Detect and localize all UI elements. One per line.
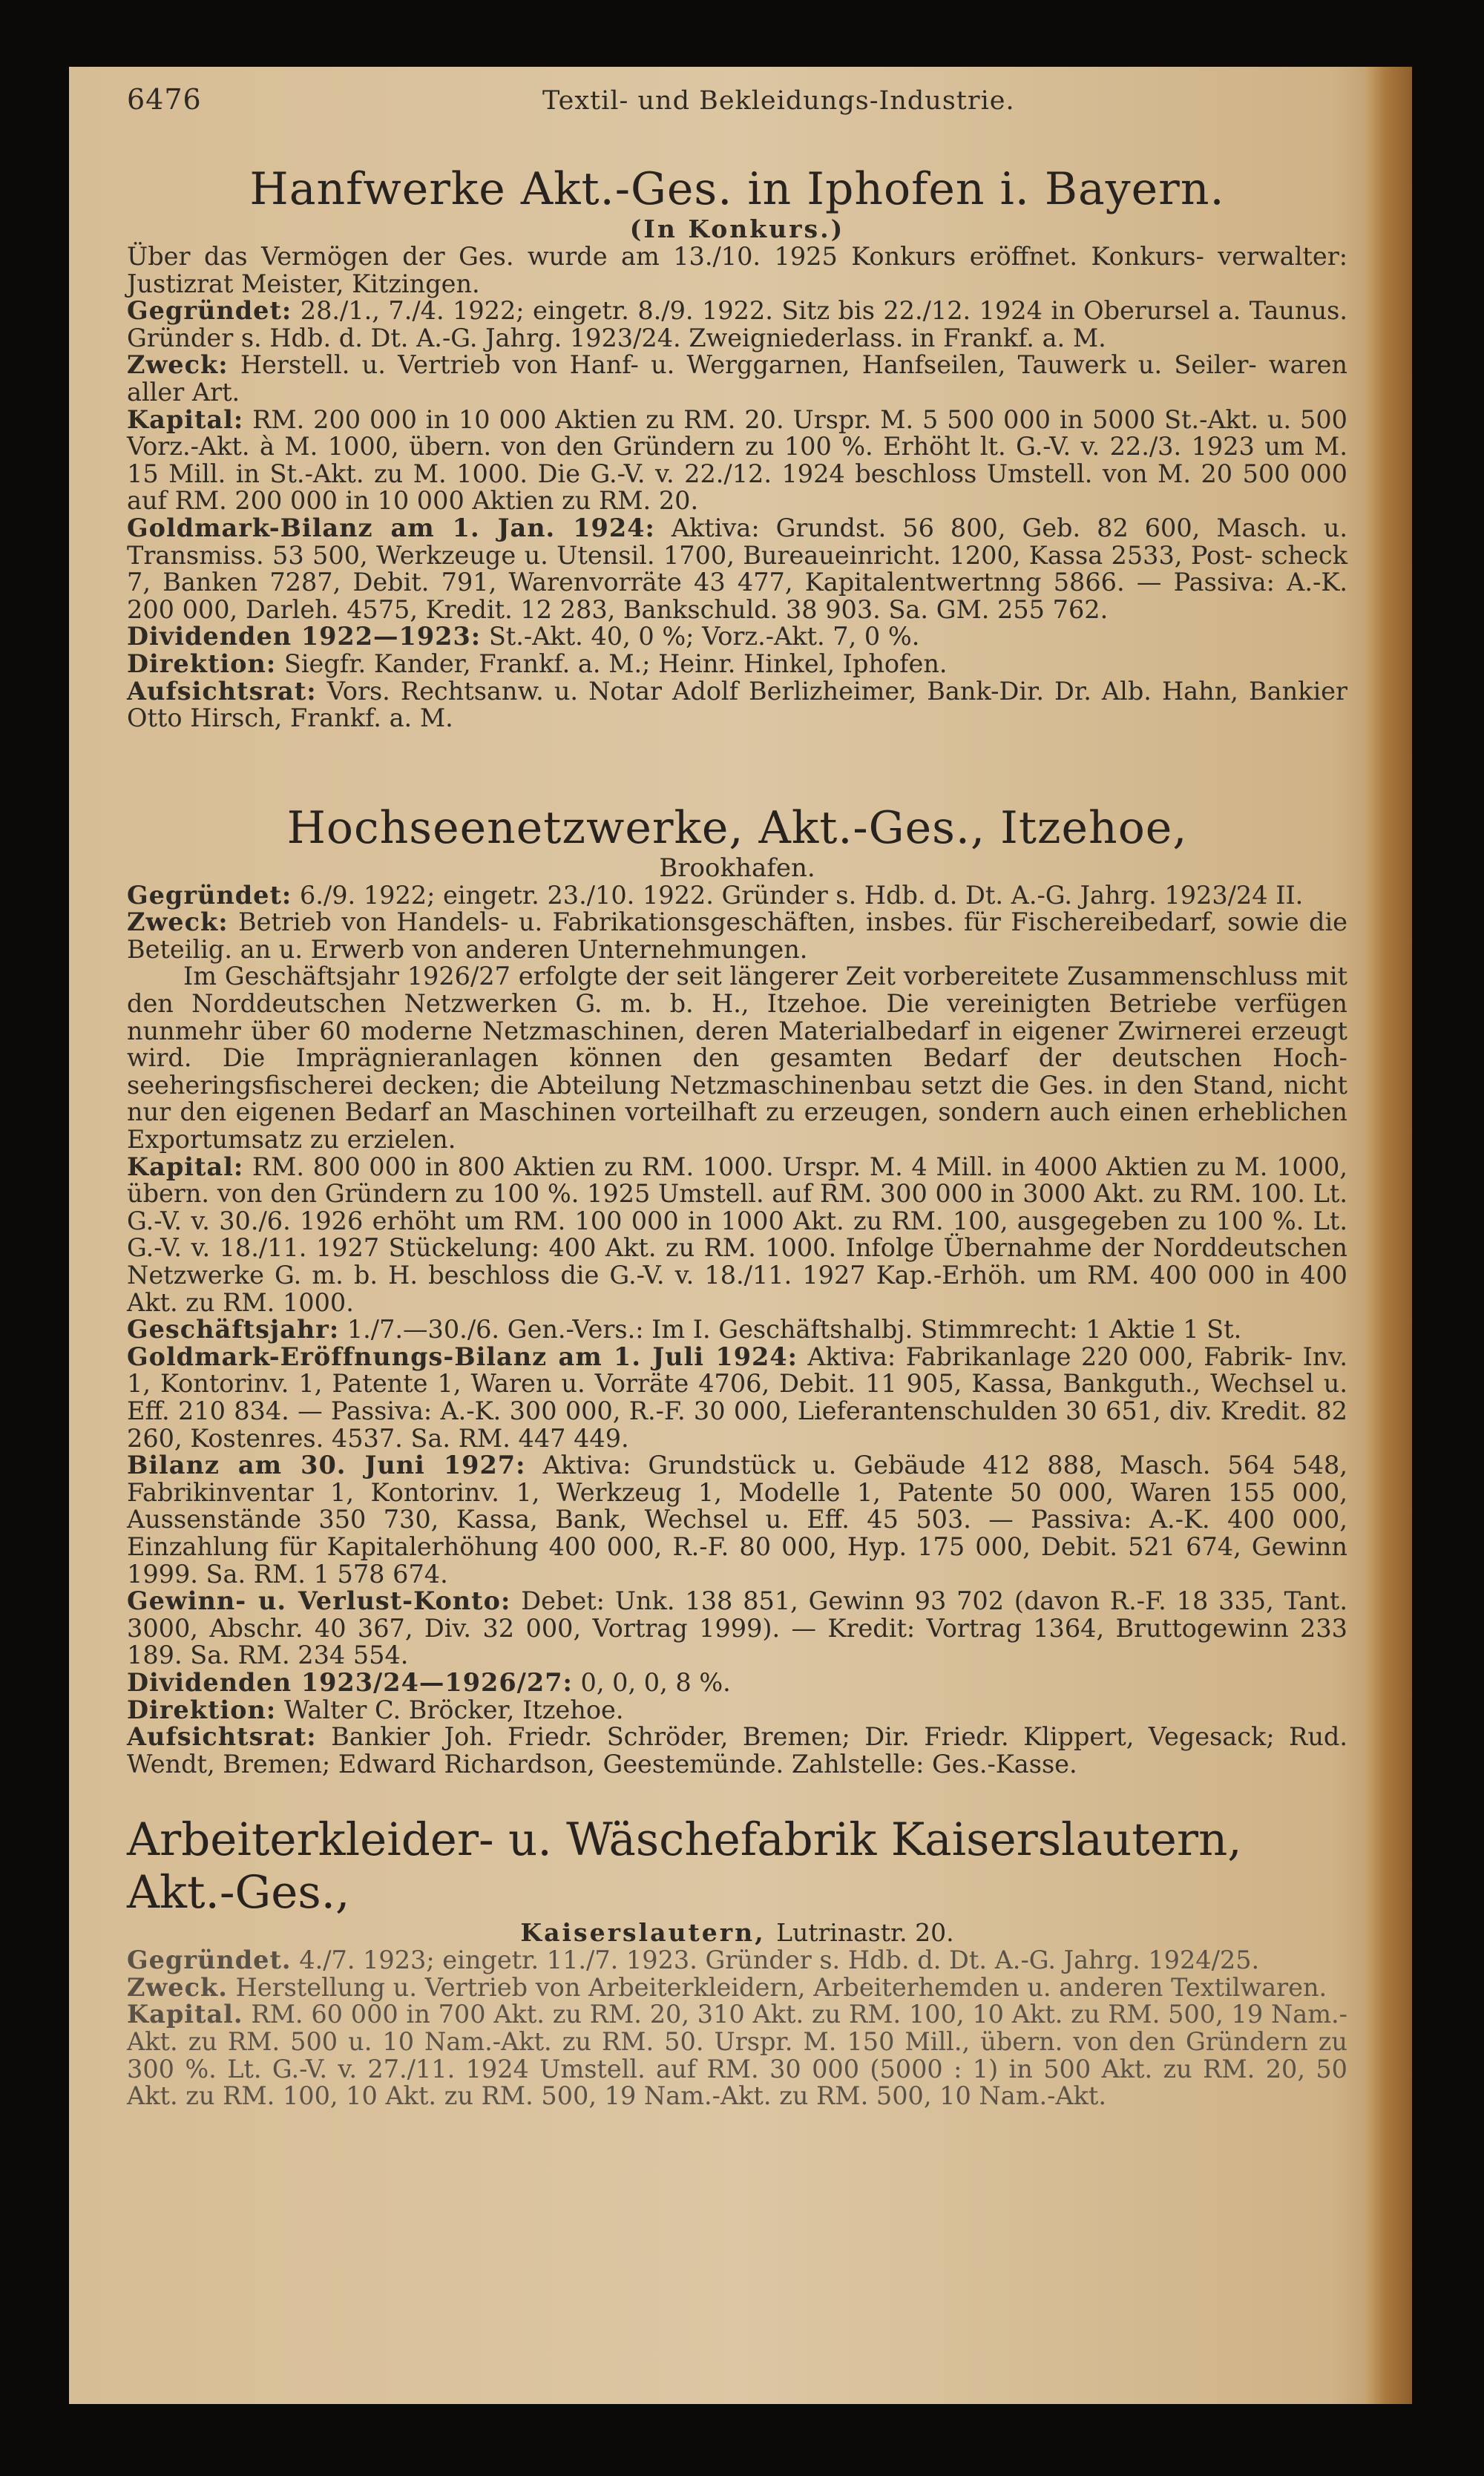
paragraph-bilanz: Bilanz am 30. Juni 1927: Aktiva: Grundstück u. Gebäude 412 888, Masch. 564 548, Fabrikinventar 1, Kontorinv. 1, Werkzeug 1, Modelle 1, Patente 50 000, Waren 155 000, Aussenstände 350 730, Kassa, Bank, Wechsel u. Eff. 45 503. — Passiva: A.-K. 400 000, Einzahlung für Kapitalerhöhung 400 000, R.-F. 80 000, Hyp. 175 000, Debit. 521 674, Gewinn 1999. Sa. RM. 1 578 674.: [127, 1451, 1347, 1589]
company-entry-hanfwerke: [127, 163, 1347, 732]
paragraph-gegruendet: Gegründet: 6./9. 1922; eingetr. 23./10. 1922. Gründer s. Hdb. d. Dt. A.-G. Jahrg. 1923/24 II.: [127, 880, 1304, 910]
paragraph-aufsichtsrat: Aufsichtsrat: Bankier Joh. Friedr. Schröder, Bremen; Dir. Friedr. Klippert, Vegesack; Rud. Wendt, Bremen; Edward Richardson, Geestemünde. Zahlstelle: Ges.-Kasse.: [127, 1722, 1347, 1779]
running-title: Textil- und Bekleidungs-Industrie.: [542, 86, 1015, 116]
paragraph-kapital: Kapital: RM. 800 000 in 800 Aktien zu RM. 1000. Urspr. M. 4 Mill. in 4000 Aktien zu M. 1000, übern. von den Gründern zu 100 %. 1925 Umstell. auf RM. 300 000 in 3000 Akt. zu RM. 100. Lt. G.-V. v. 30./6. 1926 erhöht um RM. 100 000 in 1000 Akt. zu RM. 100, ausgegeben zu 100 %. Lt. G.-V. v. 18./11. 1927 Stückelung: 400 Akt. zu RM. 1000. Infolge Übernahme der Norddeutschen Netzwerke G. m. b. H. beschloss die G.-V. v. 18./11. 1927 Kap.-Erhöh. um RM. 400 000 in 400 Akt. zu RM. 1000.: [127, 1152, 1347, 1317]
paragraph-kapital: Kapital. RM. 60 000 in 700 Akt. zu RM. 20, 310 Akt. zu RM. 100, 10 Akt. zu RM. 500, 19 Nam.-Akt. zu RM. 500 u. 10 Nam.-Akt. zu RM. 50. Urspr. M. 150 Mill., übern. von den Gründern zu 300 %. Lt. G.-V. v. 27./11. 1924 Umstell. auf RM. 30 000 (5000 : 1) in 500 Akt. zu RM. 20, 50 Akt. zu RM. 100, 10 Akt. zu RM. 500, 19 Nam.-Akt. zu RM. 500, 10 Nam.-Akt.: [127, 2000, 1348, 2111]
company-entry-arbeiterkleider: [127, 1813, 1347, 2110]
company-subtitle: Brookhafen.: [659, 853, 815, 883]
paragraph-gewinn-verlust: Gewinn- u. Verlust-Konto: Debet: Unk. 138 851, Gewinn 93 702 (davon R.-F. 18 335, Tant. 3000, Abschr. 40 367, Div. 32 000, Vortrag 1999). — Kredit: Vortrag 1364, Bruttogewinn 233 189. Sa. RM. 234 554.: [127, 1586, 1348, 1670]
paragraph-dividenden: Dividenden 1922—1923: St.-Akt. 40, 0 %; Vorz.-Akt. 7, 0 %.: [127, 622, 920, 651]
paragraph-aufsichtsrat: Aufsichtsrat: Vors. Rechtsanw. u. Notar Adolf Berlizheimer, Bank-Dir. Dr. Alb. Hahn, Bankier Otto Hirsch, Frankf. a. M.: [127, 676, 1347, 733]
paragraph-geschaeftsjahr: Geschäftsjahr: 1./7.—30./6. Gen.-Vers.: Im I. Geschäftshalbj. Stimmrecht: 1 Aktie 1 St.: [127, 1315, 1242, 1344]
paragraph-direktion: Direktion: Walter C. Bröcker, Itzehoe.: [127, 1695, 624, 1724]
company-subtitle: Kaiserslautern, Lutrinastr. 20.: [520, 1918, 954, 1948]
paragraph-dividenden: Dividenden 1923/24—1926/27: 0, 0, 0, 8 %.: [127, 1667, 731, 1697]
paragraph-direktion: Direktion: Siegfr. Kander, Frankf. a. M.; Heinr. Hinkel, Iphofen.: [127, 648, 948, 678]
page-spine-shadow: [1365, 67, 1412, 2404]
company-title: Hanfwerke Akt.-Ges. in Iphofen i. Bayern.: [249, 163, 1225, 215]
company-entry-hochseenetzwerke: [127, 802, 1347, 1779]
page-number: 6476: [127, 83, 202, 116]
company-subtitle: (In Konkurs.): [629, 214, 845, 243]
paragraph-zweck: Zweck. Herstellung u. Vertrieb von Arbeiterkleidern, Arbeiterhemden u. anderen Textilwaren.: [127, 1972, 1327, 2002]
paragraph-zweck: Zweck: Betrieb von Handels- u. Fabrikationsgeschäften, insbes. für Fischereibedarf, sowie die Beteilig. an u. Erwerb von anderen Unternehmungen.: [127, 907, 1347, 964]
company-title: Hochseenetzwerke, Akt.-Ges., Itzehoe,: [286, 801, 1188, 854]
book-page: [69, 67, 1412, 2404]
running-header: [127, 74, 1347, 126]
paragraph-zweck: Zweck: Herstell. u. Vertrieb von Hanf- u. Werggarnen, Hanfseilen, Tauwerk u. Seiler- waren aller Art.: [127, 350, 1347, 407]
paragraph-bilanz: Goldmark-Bilanz am 1. Jan. 1924: Aktiva: Grundst. 56 800, Geb. 82 600, Masch. u. Transmiss. 53 500, Werkzeuge u. Utensil. 1700, Bureaueinricht. 1200, Kassa 2533, Post- scheck 7, Banken 7287, Debit. 791, Warenvorräte 43 477, Kapitalentwertnng 5866. — Passiva: A.-K. 200 000, Darleh. 4575, Kredit. 12 283, Bankschuld. 38 903. Sa. GM. 255 762.: [127, 513, 1347, 624]
paragraph-kapital: Kapital: RM. 200 000 in 10 000 Aktien zu RM. 20. Urspr. M. 5 500 000 in 5000 St.-Akt. u. 500 Vorz.-Akt. à M. 1000, übern. von den Gründern zu 100 %. Erhöht lt. G.-V. v. 22./3. 1923 um M. 15 Mill. in St.-Akt. zu M. 1000. Die G.-V. v. 22./12. 1924 beschloss Umstell. von M. 20 500 000 auf RM. 200 000 in 10 000 Aktien zu RM. 20.: [127, 404, 1347, 516]
paragraph-geschaeftsjahr-bericht: Im Geschäftsjahr 1926/27 erfolgte der seit längerer Zeit vorbereitete Zusammenschluss mit den Norddeutschen Netzwerken G. m. b. H., Itzehoe. Die vereinigten Betriebe verfügen nunmehr über 60 moderne Netzmaschinen, deren Materialbedarf in eigener Zwirnerei erzeugt wird. Die Imprägnieranlagen können den gesamten Bedarf der deutschen Hoch- seeheringsfischerei decken; die Abteilung Netzmaschinenbau setzt die Ges. in den Stand, nicht nur den eigenen Bedarf an Maschinen vorteilhaft zu erzeugen, sondern auch einen erheblichen Exportumsatz zu erzielen.: [127, 962, 1347, 1155]
paragraph-gegruendet: Gegründet. 4./7. 1923; eingetr. 11./7. 1923. Gründer s. Hdb. d. Dt. A.-G. Jahrg. 1924/25.: [127, 1945, 1260, 1975]
paragraph-eroeffnungsbilanz: Goldmark-Eröffnungs-Bilanz am 1. Juli 1924: Aktiva: Fabrikanlage 220 000, Fabrik- Inv. 1, Kontorinv. 1, Patente 1, Waren u. Vorräte 4706, Debit. 11 905, Kassa, Bankguth., Wechsel u. Eff. 210 834. — Passiva: A.-K. 300 000, R.-F. 30 000, Lieferantenschulden 30 651, div. Kredit. 82 260, Kostenres. 4537. Sa. RM. 447 449.: [127, 1342, 1347, 1453]
page-content: [127, 74, 1347, 2110]
paragraph-gegruendet: Gegründet: 28./1., 7./4. 1922; eingetr. 8./9. 1922. Sitz bis 22./12. 1924 in Oberursel a. Taunus. Gründer s. Hdb. d. Dt. A.-G. Jahrg. 1923/24. Zweigniederlass. in Frankf. a. M.: [127, 296, 1347, 352]
paragraph: Über das Vermögen der Ges. wurde am 13./10. 1925 Konkurs eröffnet. Konkurs- verwalter: Justizrat Meister, Kitzingen.: [127, 242, 1347, 298]
company-title: Arbeiterkleider- u. Wäschefabrik Kaiserslautern, Akt.-Ges.,: [127, 1813, 1242, 1920]
